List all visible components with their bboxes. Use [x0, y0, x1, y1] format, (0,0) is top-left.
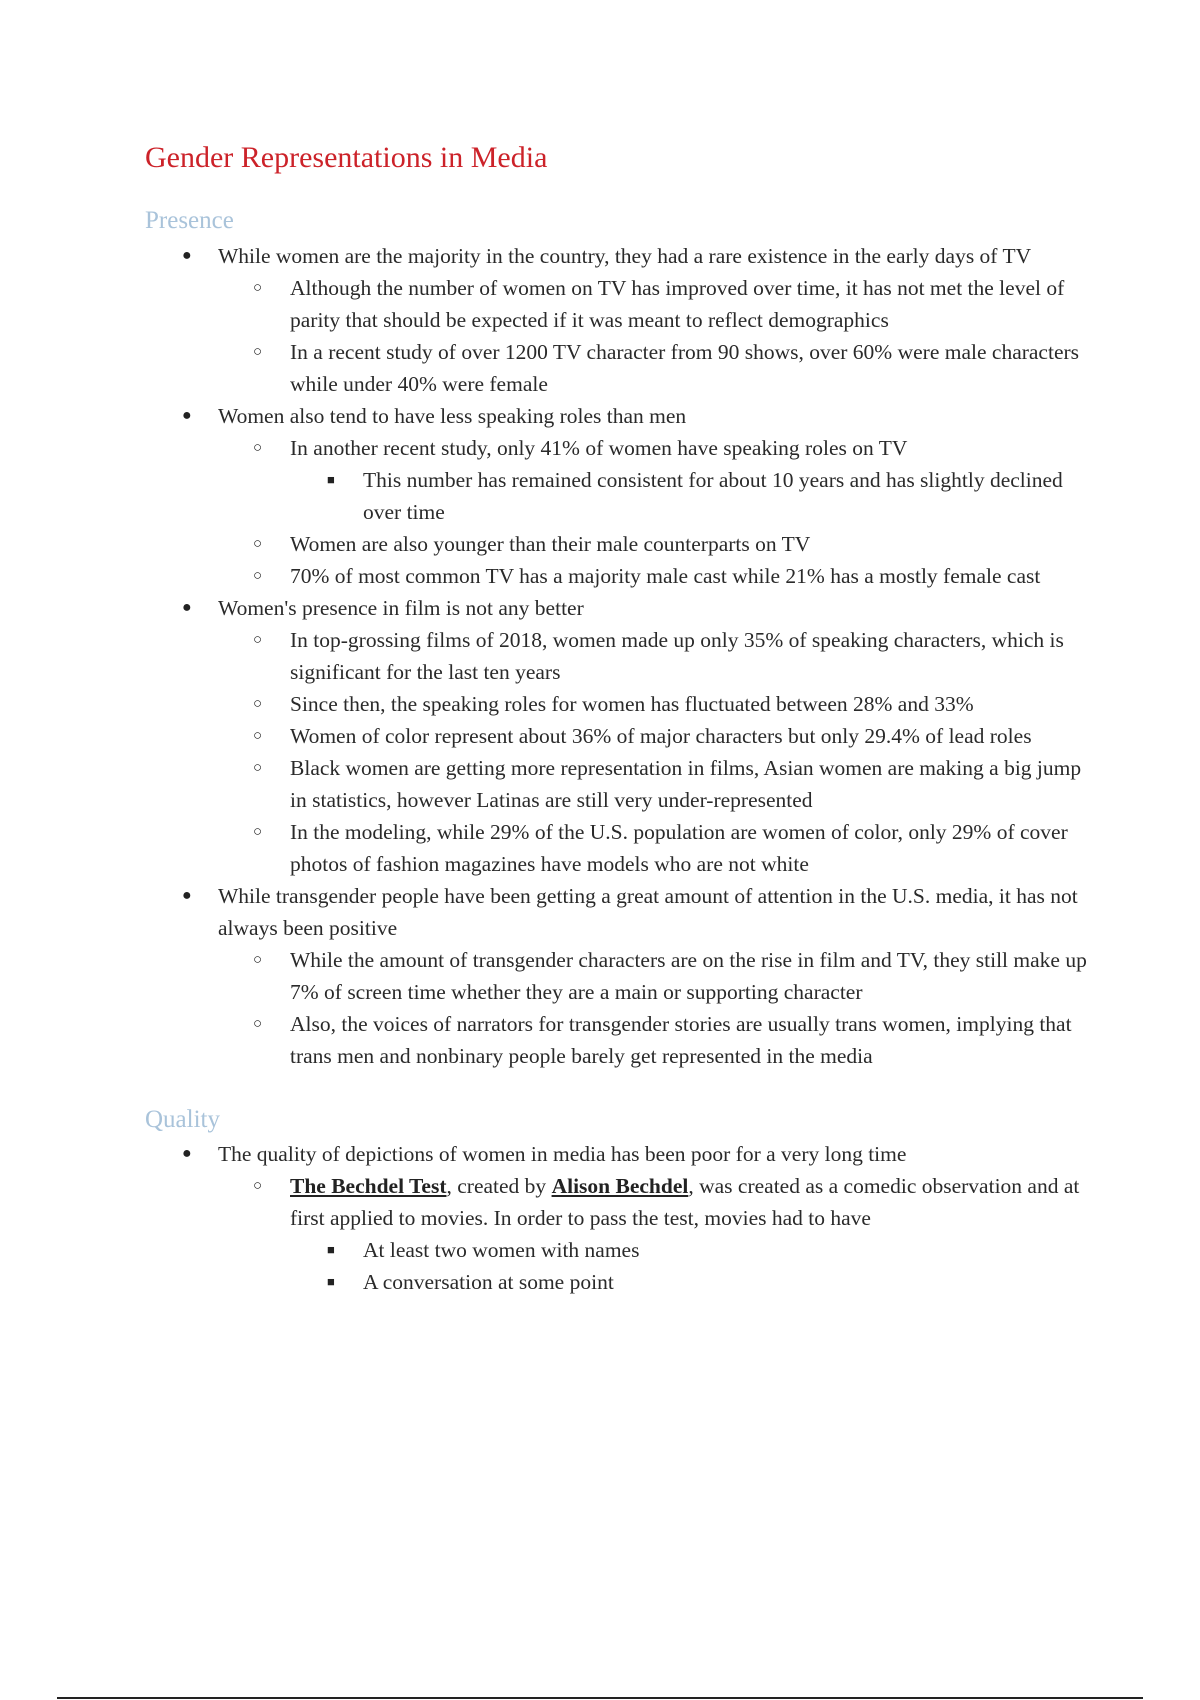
list-item: ○ Black women are getting more representation in films, Asian women are making a big jump in statistics, however Latinas are still very under-represented — [145, 752, 1095, 816]
list-item: ○ Women are also younger than their male counterparts on TV — [145, 528, 1095, 560]
presence-list — [145, 240, 1095, 1072]
page-bottom-rule — [57, 1697, 1143, 1699]
bechdel-test-term: The Bechdel Test — [290, 1174, 447, 1198]
list-item: ○ Although the number of women on TV has improved over time, it has not met the level of parity that should be expected if it was meant to reflect demographics — [145, 272, 1095, 336]
alison-bechdel-term: Alison Bechdel — [551, 1174, 689, 1198]
bullet-circle-icon: ○ — [253, 759, 263, 776]
section-heading-presence: Presence — [145, 207, 234, 234]
list-item: ● The quality of depictions of women in media has been poor for a very long time — [145, 1138, 1095, 1170]
section-heading-quality: Quality — [145, 1105, 220, 1133]
bullet-square-icon: ■ — [327, 471, 335, 487]
list-item: ● While women are the majority in the country, they had a rare existence in the early days of TV — [145, 240, 1095, 272]
list-item: ■ At least two women with names — [145, 1234, 1095, 1266]
bullet-circle-icon: ○ — [253, 1015, 263, 1032]
bullet-circle-icon: ○ — [253, 823, 263, 840]
bullet-square-icon: ■ — [327, 1242, 335, 1257]
list-item: ● Women's presence in film is not any better — [145, 592, 1095, 624]
bullet-disc-icon: ● — [182, 598, 192, 616]
document-page — [145, 138, 1095, 1298]
bullet-circle-icon: ○ — [253, 343, 263, 360]
bullet-disc-icon: ● — [182, 406, 192, 424]
list-item: ○ In top-grossing films of 2018, women made up only 35% of speaking characters, which is significant for the last ten years — [145, 624, 1095, 688]
bullet-circle-icon: ○ — [253, 631, 263, 648]
bullet-circle-icon: ○ — [253, 727, 263, 744]
bullet-circle-icon: ○ — [253, 951, 263, 968]
list-item: ○ The Bechdel Test, created by Alison Bechdel, was created as a comedic observation and at first applied to movies. In order to pass the test, movies had to have — [145, 1170, 1095, 1234]
list-item: ○ In a recent study of over 1200 TV character from 90 shows, over 60% were male characters while under 40% were female — [145, 336, 1095, 400]
bullet-disc-icon: ● — [182, 246, 192, 264]
bullet-disc-icon: ● — [182, 886, 192, 904]
list-item: ○ While the amount of transgender characters are on the rise in film and TV, they still make up 7% of screen time whether they are a main or supporting character — [145, 944, 1095, 1008]
list-item: ○ In another recent study, only 41% of women have speaking roles on TV — [145, 432, 1095, 464]
bullet-circle-icon: ○ — [253, 535, 263, 552]
quality-list — [145, 1138, 1095, 1298]
list-item: ○ 70% of most common TV has a majority male cast while 21% has a mostly female cast — [145, 560, 1095, 592]
bullet-circle-icon: ○ — [253, 567, 263, 584]
list-item: ● While transgender people have been getting a great amount of attention in the U.S. media, it has not always been positive — [145, 880, 1095, 944]
list-item: ○ Also, the voices of narrators for transgender stories are usually trans women, implying that trans men and nonbinary people barely get represented in the media — [145, 1008, 1095, 1072]
list-item: ■ This number has remained consistent for about 10 years and has slightly declined over time — [145, 464, 1095, 528]
bullet-circle-icon: ○ — [253, 279, 263, 296]
list-item: ■ A conversation at some point — [145, 1266, 1095, 1298]
bullet-circle-icon: ○ — [253, 695, 263, 712]
bullet-disc-icon: ● — [182, 1145, 192, 1162]
bullet-circle-icon: ○ — [253, 439, 263, 456]
document-title: Gender Representations in Media — [145, 141, 548, 174]
bullet-square-icon: ■ — [327, 1274, 335, 1289]
list-item: ○ Women of color represent about 36% of major characters but only 29.4% of lead roles — [145, 720, 1095, 752]
list-item: ○ In the modeling, while 29% of the U.S. population are women of color, only 29% of cover photos of fashion magazines have models who are not white — [145, 816, 1095, 880]
bullet-circle-icon: ○ — [253, 1178, 263, 1194]
section-spacer — [145, 1072, 1095, 1104]
list-item: ○ Since then, the speaking roles for women has fluctuated between 28% and 33% — [145, 688, 1095, 720]
list-item: ● Women also tend to have less speaking roles than men — [145, 400, 1095, 432]
